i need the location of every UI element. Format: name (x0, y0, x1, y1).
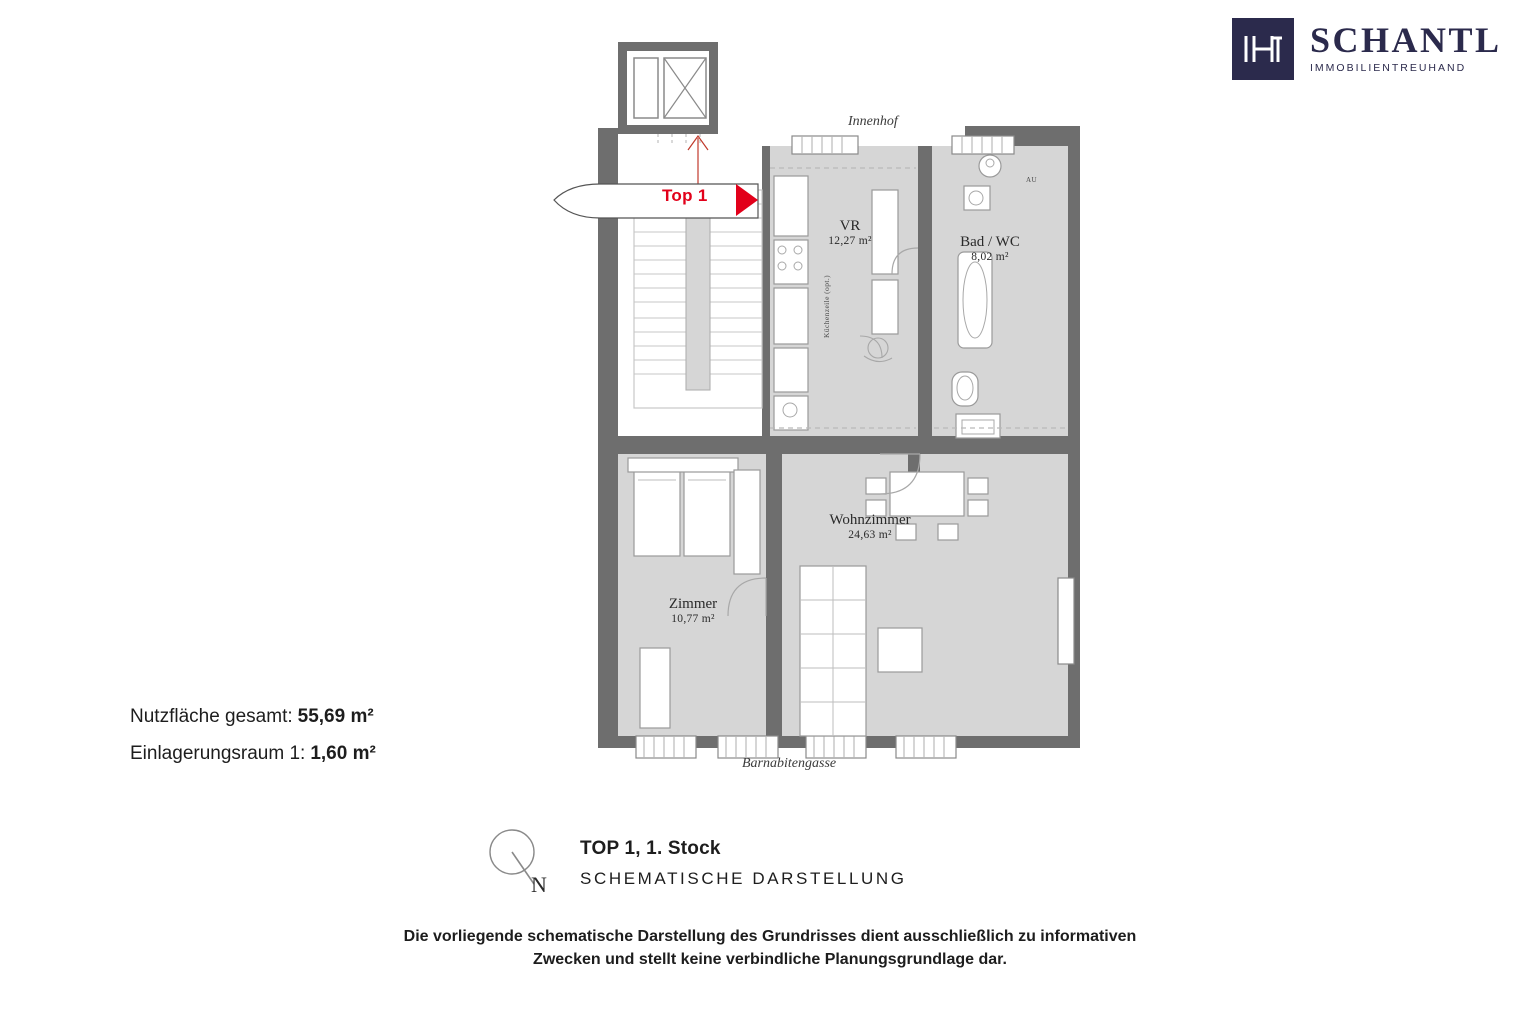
disclaimer-line-2: Zwecken und stellt keine verbindliche Planungsgrundlage dar. (533, 951, 1007, 969)
wc-marker-label: AU (1026, 176, 1037, 184)
room-area: 10,77 m² (671, 613, 715, 626)
storage-area-label: Einlagerungsraum 1: (130, 743, 306, 764)
top1-callout (546, 174, 766, 222)
total-area-label: Nutzfläche gesamt: (130, 706, 293, 727)
storage-area-value: 1,60 m² (310, 743, 376, 764)
kitchenette-label: Küchenzeile (opt.) (822, 274, 831, 338)
room-name: Bad / WC (960, 234, 1020, 250)
room-label-bad-wc (920, 234, 1060, 264)
area-summary (130, 705, 550, 779)
total-area-row (130, 705, 550, 728)
plan-subtitle: SCHEMATISCHE DARSTELLUNG (580, 869, 907, 888)
disclaimer (270, 925, 1270, 971)
room-area: 24,63 m² (848, 529, 892, 542)
room-label-zimmer (618, 596, 768, 626)
room-label-vr (790, 218, 910, 248)
room-name: Zimmer (668, 596, 718, 612)
courtyard-label: Innenhof (848, 114, 898, 129)
room-area: 12,27 m² (828, 235, 872, 248)
total-area-value: 55,69 m² (297, 706, 374, 727)
room-name: Wohnzimmer (829, 512, 911, 528)
brand-name: SCHANTL (1310, 20, 1502, 60)
compass-north-label: N (531, 872, 547, 897)
company-logo (1232, 18, 1512, 90)
disclaimer-line-1: Die vorliegende schematische Darstellung des Grundrisses dient ausschließlich zu informativen (403, 928, 1137, 945)
top1-callout-label: Top 1 (662, 186, 708, 205)
storage-area-row (130, 742, 550, 765)
room-label-wohnzimmer (780, 512, 960, 542)
floorplan-drawing (560, 18, 1120, 778)
ith-monogram-icon (1232, 18, 1294, 80)
brand-subtitle: IMMOBILIENTREUHAND (1310, 62, 1467, 74)
compass-rose (486, 826, 556, 904)
street-label: Barnabitengasse (742, 756, 837, 771)
plan-title: TOP 1, 1. Stock (580, 838, 721, 859)
title-block (580, 838, 1080, 889)
room-area: 8,02 m² (971, 251, 1009, 264)
room-name: VR (839, 218, 861, 234)
